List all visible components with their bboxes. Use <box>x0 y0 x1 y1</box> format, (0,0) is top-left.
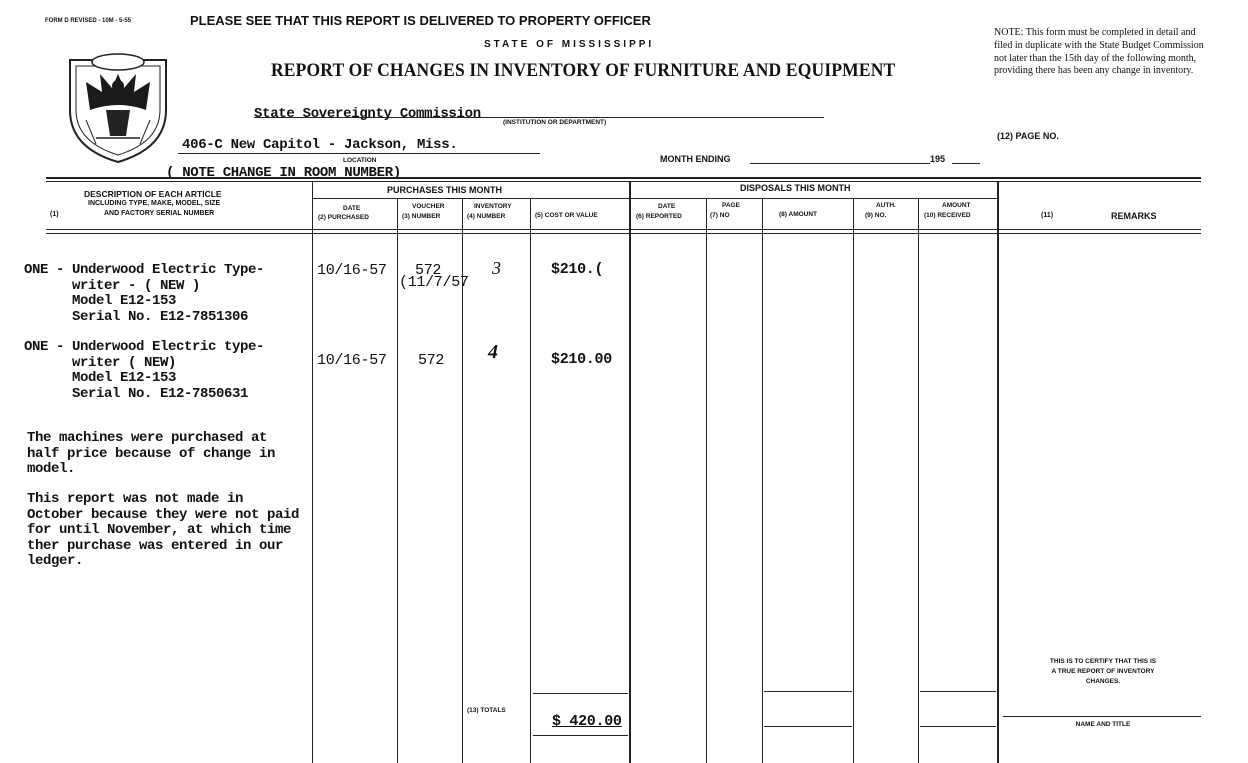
entry-1-voucher-note: (11/7/57 <box>399 274 469 291</box>
entry-2-date: 10/16-57 <box>317 352 387 369</box>
note-half-price: The machines were purchased at half price because of change in model. <box>27 430 276 477</box>
entry-2-voucher: 572 <box>418 352 445 369</box>
delivery-notice: PLEASE SEE THAT THIS REPORT IS DELIVERED TO PROPERTY OFFICER <box>190 13 651 28</box>
totals-label: (13) TOTALS <box>467 707 506 714</box>
col-2-label-b: (2) PURCHASED <box>318 214 369 221</box>
note-late-report: This report was not made in October because they were not paid for until November, at which time ther purchase was entered in our ledger. <box>27 491 300 569</box>
col-10-label-b: (10) RECEIVED <box>924 212 971 219</box>
entry-1-date: 10/16-57 <box>317 262 387 279</box>
location-value: 406-C New Capitol - Jackson, Miss. <box>182 137 458 153</box>
page-number-label: (12) PAGE NO. <box>997 131 1059 141</box>
institution-label: (INSTITUTION OR DEPARTMENT) <box>503 119 607 126</box>
col-9-label-b: (9) NO. <box>865 212 887 219</box>
purchases-header: PURCHASES THIS MONTH <box>387 185 503 195</box>
budget-note: NOTE: This form must be completed in detail and filed in duplicate with the State Budget Commission not later than the 15th day of the following month, providing there has been any change in inventory. <box>994 27 1204 77</box>
totals-value: $ 420.00 <box>552 713 622 730</box>
col-description-title: DESCRIPTION OF EACH ARTICLE <box>84 189 222 199</box>
page-title: REPORT OF CHANGES IN INVENTORY OF FURNITURE AND EQUIPMENT <box>271 60 896 81</box>
institution-value: State Sovereignty Commission <box>254 106 481 122</box>
col-6-label-b: (6) REPORTED <box>636 213 682 220</box>
col-4-label-b: (4) NUMBER <box>467 213 506 220</box>
col-7-label-a: PAGE <box>722 202 740 209</box>
entry-1-inventory: 3 <box>492 258 501 278</box>
col-5-label: (5) COST OR VALUE <box>535 212 598 219</box>
state-seal <box>66 52 170 169</box>
entry-2-cost: $210.00 <box>551 351 612 368</box>
entry-1-description: ONE - Underwood Electric Type- writer - ( NEW ) Model E12-153 Serial No. E12-7851306 <box>24 262 265 325</box>
col-10-label-a: AMOUNT <box>942 202 971 209</box>
entry-1-cost: $210.( <box>551 261 604 278</box>
form-code: FORM D REVISED - 10M - 5-55 <box>45 18 132 24</box>
certify-text: THIS IS TO CERTIFY THAT THIS IS A TRUE REPORT OF INVENTORY CHANGES. <box>1049 658 1157 685</box>
location-note: ( NOTE CHANGE IN ROOM NUMBER) <box>166 165 401 181</box>
col-9-label-a: AUTH. <box>876 202 896 209</box>
col-11-number: (11) <box>1041 212 1054 219</box>
seal-graphic <box>66 52 170 164</box>
month-ending-label: MONTH ENDING <box>660 154 731 164</box>
col-2-label-a: DATE <box>343 205 361 212</box>
disposals-header: DISPOSALS THIS MONTH <box>740 183 851 193</box>
col-7-label-b: (7) NO <box>710 212 730 219</box>
name-and-title-label: NAME AND TITLE <box>1075 721 1131 728</box>
col-8-label: (8) AMOUNT <box>779 211 818 218</box>
remarks-header: REMARKS <box>1111 211 1157 221</box>
entry-2-inventory: 4 <box>488 341 498 363</box>
col-3-label-a: VOUCHER <box>412 203 445 210</box>
col-1-number: (1) <box>50 211 59 218</box>
col-description-sub2: AND FACTORY SERIAL NUMBER <box>104 210 215 217</box>
entry-2-description: ONE - Underwood Electric type- writer ( NEW) Model E12-153 Serial No. E12-7850631 <box>24 339 265 402</box>
entry-1-voucher: 572 <box>415 262 442 279</box>
col-4-label-a: INVENTORY <box>474 203 512 210</box>
col-6-label-a: DATE <box>658 203 676 210</box>
col-description-sub1: INCLUDING TYPE, MAKE, MODEL, SIZE <box>88 200 221 207</box>
col-3-label-b: (3) NUMBER <box>402 213 441 220</box>
location-label: LOCATION <box>343 157 377 164</box>
year-prefix: 195 <box>930 154 946 164</box>
state-heading: STATE OF MISSISSIPPI <box>484 39 655 50</box>
